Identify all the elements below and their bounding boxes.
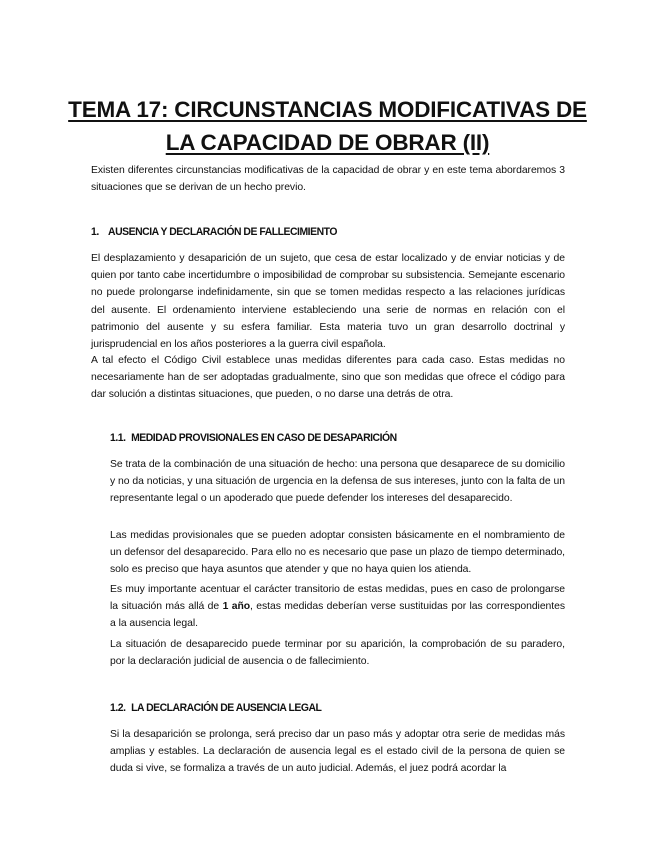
section-heading-1-2: [110, 702, 321, 714]
section-number: 1.: [91, 226, 99, 238]
section1-1-paragraph-1: Se trata de la combinación de una situación de hecho: una persona que desaparece de su domicilio y no da noticias, y una situación de urgencia en la defensa de sus intereses, junto con la falta de un representante legal o un apoderado que puede defender los intereses del desaparecido.: [110, 459, 566, 505]
section-heading-text: MEDIDAD PROVISIONALES EN CASO DE DESAPARICIÓN: [131, 432, 397, 444]
section1-paragraph-2: A tal efecto el Código Civil establece unas medidas diferentes para cada caso. Estas medidas no necesariamente han de ser adoptadas gradualmente, sino que son medidas que ofrece el código para dar solución a distintas situaciones, que pueden, o no darse una detrás de otra.: [91, 355, 565, 401]
emphasis-text: 1 año: [222, 601, 251, 613]
section-heading-1: [91, 226, 337, 238]
section1-1-paragraph-3: [110, 581, 565, 633]
section-number: 1.1.: [110, 432, 126, 444]
section-heading-text: LA DECLARACIÓN DE AUSENCIA LEGAL: [131, 702, 322, 714]
document-title: TEMA 17: CIRCUNSTANCIAS MODIFICATIVAS DE LA CAPACIDAD DE OBRAR (II): [68, 97, 587, 156]
paragraph-text: Es muy importante acentuar el carácter transitorio de estas medidas, pues en caso de prolongarse la situación más allá de: [110, 584, 565, 613]
section1-1-paragraph-2: Las medidas provisionales que se pueden adoptar consisten básicamente en el nombramiento de un defensor del desaparecido. Para ello no es necesario que pase un plazo de tiempo determinado, solo es preciso que haya asuntos que atender y que no haya quien los atienda.: [110, 530, 566, 576]
section-heading-1-1: [110, 432, 397, 444]
section1-1-paragraph-4: La situación de desaparecido puede terminar por su aparición, la comprobación de su paradero, por la declaración judicial de ausencia o de fallecimiento.: [110, 639, 565, 668]
section1-2-paragraph-1: Si la desaparición se prolonga, será preciso dar un paso más y adoptar otra serie de medidas más amplias y estables. La declaración de ausencia legal es el estado civil de la persona de quien se duda si vive, se formaliza a través de un auto judicial. Además, el juez podrá acordar la: [110, 729, 565, 775]
paragraph-text: , estas medidas deberían verse sustituidas por las correspondientes a la ausencia legal.: [110, 601, 565, 630]
intro-paragraph: Existen diferentes circunstancias modificativas de la capacidad de obrar y en este tema abordaremos 3 situaciones que se derivan de un hecho previo.: [91, 165, 565, 194]
section1-paragraph-1: El desplazamiento y desaparición de un sujeto, que cesa de estar localizado y de enviar noticias y de quien por tanto cabe incertidumbre o imposibilidad de comprobar su subsistencia. Semejante escenario no puede prolongarse indefinidamente, sin que se tomen medidas respecto a las relaciones jurídicas del ausente. El ordenamiento interviene estableciendo una serie de normas en relación con el patrimonio del ausente y su esfera familiar. Esta materia tuvo un gran desarrollo doctrinal y jurisprudencial en los años posteriores a la guerra civil española.: [91, 253, 565, 351]
section-heading-text: AUSENCIA Y DECLARACIÓN DE FALLECIMIENTO: [108, 226, 337, 238]
section-number: 1.2.: [110, 702, 126, 714]
